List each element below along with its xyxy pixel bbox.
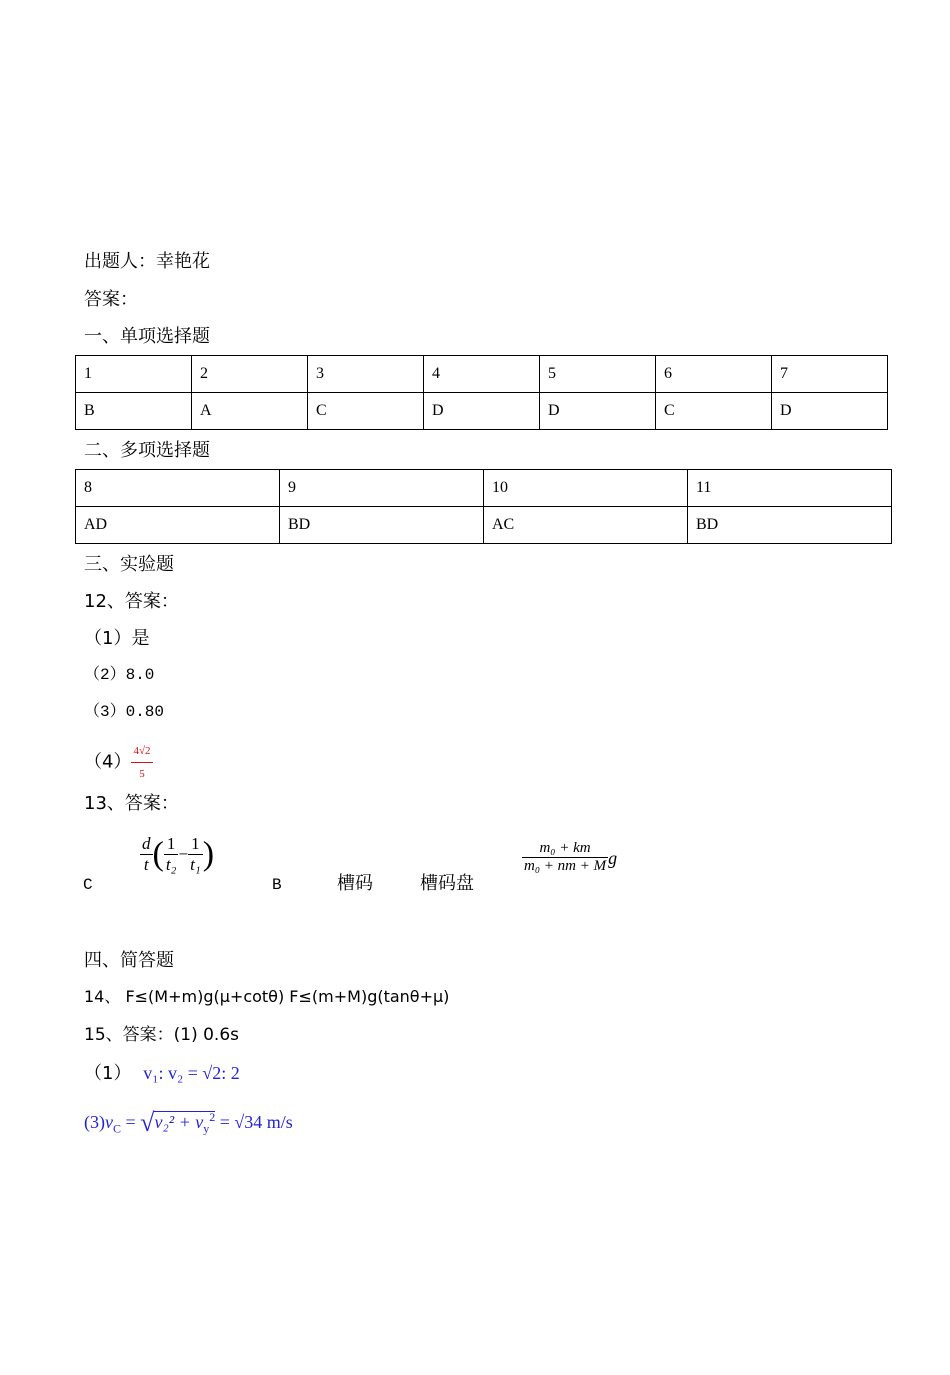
- velocity-subscript: C: [113, 1121, 122, 1136]
- table-row: [76, 470, 892, 507]
- table-cell: 2: [192, 356, 308, 393]
- q12-label: 12、答案：: [84, 591, 179, 612]
- table-cell: AC: [484, 507, 688, 544]
- fraction-denominator: t₂: [165, 855, 177, 874]
- fraction-numerator: m₀ + km: [522, 840, 608, 858]
- q15-answer-3-prefix: (3): [84, 1112, 105, 1132]
- q12-answer-3: （3）0.80: [84, 703, 165, 721]
- q15-answer: 15、答案：(1) 0.6s: [84, 1025, 240, 1045]
- q13-answer-a: C: [83, 876, 93, 894]
- fraction-one-over-t1: [188, 834, 203, 875]
- fraction-denominator: t₁: [190, 855, 201, 874]
- fraction-mass-ratio: [522, 840, 608, 875]
- table-cell: C: [308, 393, 424, 430]
- q15-answer-1: [84, 1062, 240, 1085]
- table-cell: C: [656, 393, 772, 430]
- single-choice-table: [75, 355, 888, 430]
- q15-answer-1-formula: v₁: v₂ = √2: 2: [143, 1063, 240, 1083]
- radicand-subscript: y: [203, 1121, 210, 1136]
- q13-answer-b-formula: $\frac{d}{t}$ ( $\frac{1}{\text{t₂}}$ − $\frac{1}{\text{t₁}}$ ): [142, 834, 215, 874]
- table-cell: A: [192, 393, 308, 430]
- section4-title: 四、简答题: [84, 950, 174, 971]
- q12-answer-4-fraction: [131, 740, 152, 785]
- table-cell: BD: [688, 507, 892, 544]
- fraction-denominator: t: [143, 855, 149, 874]
- fraction-numerator: 1: [188, 834, 203, 855]
- fraction-one-over-t2: [164, 834, 179, 875]
- fraction-denominator: 5: [139, 768, 145, 780]
- table-cell: 6: [656, 356, 772, 393]
- fraction-d-over-t: [140, 834, 153, 875]
- gravity-symbol: g: [608, 848, 618, 868]
- fraction-numerator: d: [142, 834, 151, 853]
- q13-answer-d: 槽码: [337, 873, 373, 894]
- radicand: $v_2^2 + v_y^2$: [154, 1110, 216, 1136]
- table-row: [76, 393, 888, 430]
- table-cell: 4: [424, 356, 540, 393]
- table-cell: 10: [484, 470, 688, 507]
- q13-answer-c: B: [272, 876, 282, 894]
- table-cell: D: [540, 393, 656, 430]
- q12-answer-4: [84, 740, 153, 785]
- table-row: [76, 507, 892, 544]
- table-cell: 8: [76, 470, 280, 507]
- q15-answer-1-prefix: （1）: [84, 1063, 132, 1084]
- q12-answer-2: （2）8.0: [84, 666, 155, 684]
- fraction-numerator: 4√2: [131, 740, 152, 763]
- q13-answer-e: 槽码盘: [420, 873, 474, 894]
- author-line: 出题人：幸艳花: [84, 251, 210, 272]
- q12-answer-4-prefix: （4）: [84, 751, 132, 773]
- q14-answer: 14、 F≤(M+m)g(μ+cotθ) F≤(m+M)g(tanθ+μ): [84, 987, 450, 1006]
- q15-answer-3-result: = √34 m/s: [215, 1112, 293, 1132]
- q13-label: 13、答案：: [84, 793, 179, 814]
- table-cell: 11: [688, 470, 892, 507]
- fraction-denominator: m₀ + nm + M: [524, 858, 607, 874]
- section3-title: 三、实验题: [84, 554, 174, 575]
- table-cell: AD: [76, 507, 280, 544]
- table-cell: 9: [280, 470, 484, 507]
- q12-answer-1: （1）是: [84, 628, 150, 649]
- table-cell: BD: [280, 507, 484, 544]
- q15-answer-3: $(3)v_C = √v_2^2 + v_y^2 = √34$ m/s: [84, 1108, 293, 1137]
- q13-answer-f-formula: [522, 840, 617, 875]
- table-cell: B: [76, 393, 192, 430]
- table-cell: 5: [540, 356, 656, 393]
- multi-choice-table: [75, 469, 892, 544]
- table-cell: D: [772, 393, 888, 430]
- table-cell: 3: [308, 356, 424, 393]
- radicand-terms: v₂² + v: [154, 1112, 204, 1132]
- answers-label: 答案：: [84, 289, 138, 310]
- table-cell: 1: [76, 356, 192, 393]
- section2-title: 二、多项选择题: [84, 440, 210, 461]
- section1-title: 一、单项选择题: [84, 326, 210, 347]
- table-cell: D: [424, 393, 540, 430]
- table-cell: 7: [772, 356, 888, 393]
- fraction-numerator: 1: [164, 834, 179, 855]
- velocity-symbol: v: [105, 1112, 113, 1132]
- table-row: [76, 356, 888, 393]
